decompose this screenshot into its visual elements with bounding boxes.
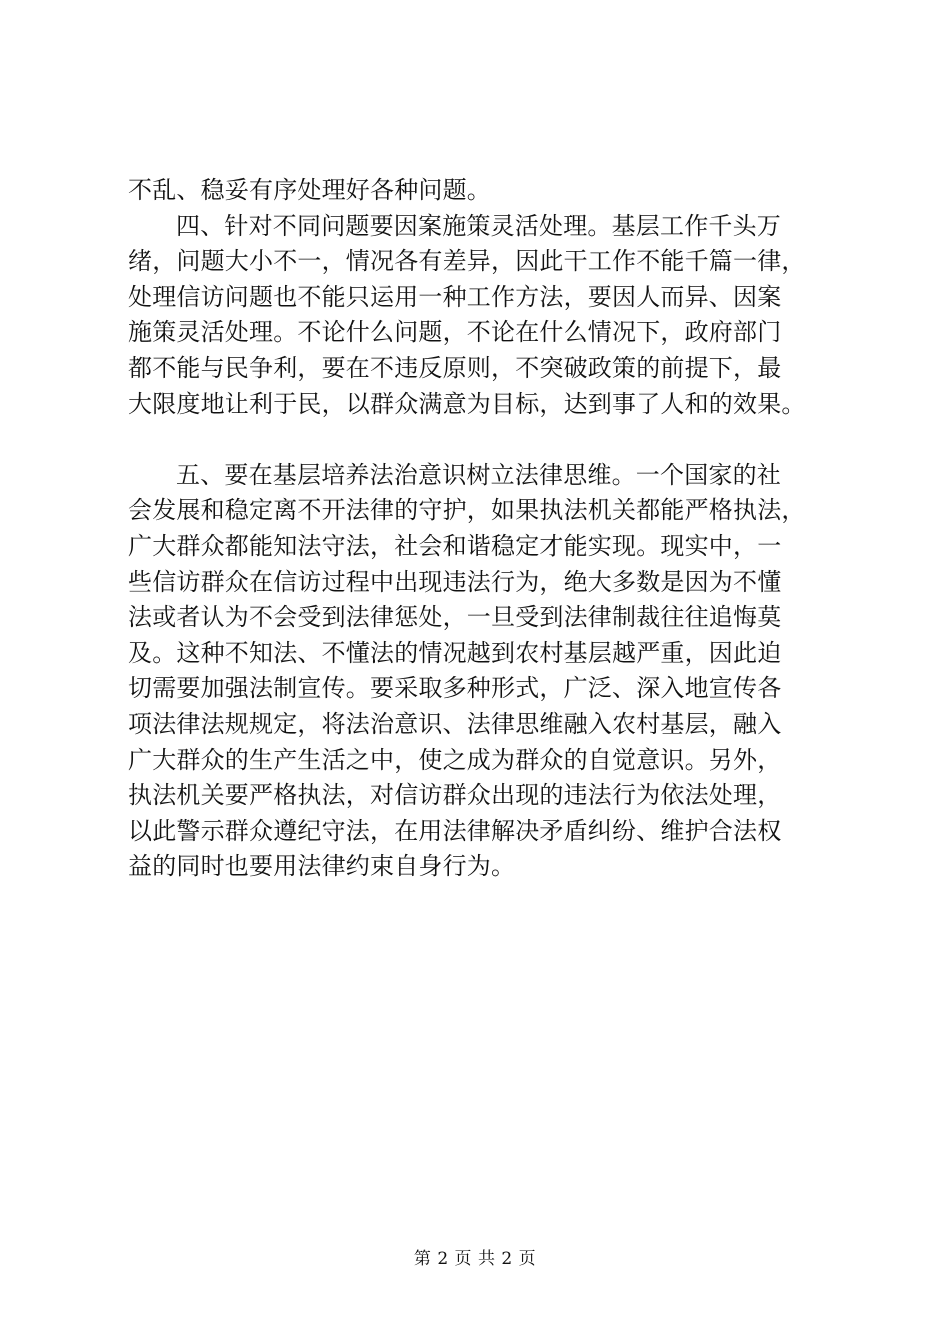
page-footer bbox=[0, 1244, 950, 1269]
paragraph-3-line-4: 些信访群众在信访过程中出现违法行为，绝大多数是因为不懂 bbox=[128, 567, 782, 596]
paragraph-2-line-1: 四、针对不同问题要因案施策灵活处理。基层工作千头万 bbox=[176, 211, 781, 240]
paragraph-2-line-5: 都不能与民争利，要在不违反原则，不突破政策的前提下，最 bbox=[128, 353, 782, 382]
paragraph-3-line-5: 法或者认为不会受到法律惩处，一旦受到法律制裁往往追悔莫 bbox=[128, 603, 782, 632]
page-number-label: 第 2 页 共 2 页 bbox=[413, 1249, 537, 1269]
paragraph-3-line-2: 会发展和稳定离不开法律的守护，如果执法机关都能严格执法， bbox=[128, 496, 806, 525]
document-body bbox=[128, 173, 848, 885]
paragraph-3-line-11: 以此警示群众遵纪守法，在用法律解决矛盾纠纷、维护合法权 bbox=[128, 816, 782, 845]
paragraph-3-line-3: 广大群众都能知法守法，社会和谐稳定才能实现。现实中，一 bbox=[128, 531, 782, 560]
paragraph-3-line-6: 及。这种不知法、不懂法的情况越到农村基层越严重，因此迫 bbox=[128, 638, 782, 667]
paragraph-spacer bbox=[128, 422, 848, 458]
paragraph-1-line-1: 不乱、稳妥有序处理好各种问题。 bbox=[128, 176, 491, 204]
paragraph-3-line-12: 益的同时也要用法律约束自身行为。 bbox=[128, 852, 516, 881]
paragraph-3-line-9: 广大群众的生产生活之中，使之成为群众的自觉意识。另外， bbox=[128, 745, 782, 774]
paragraph-2-line-3: 处理信访问题也不能只运用一种工作方法，要因人而异、因案 bbox=[128, 282, 782, 311]
paragraph-3-line-10: 执法机关要严格执法，对信访群众出现的违法行为依法处理， bbox=[128, 781, 782, 810]
paragraph-2-line-2: 绪，问题大小不一，情况各有差异，因此干工作不能千篇一律， bbox=[128, 247, 806, 276]
paragraph-2-line-6: 大限度地让利于民，以群众满意为目标，达到事了人和的效果。 bbox=[128, 389, 806, 418]
paragraph-3-line-7: 切需要加强法制宣传。要采取多种形式，广泛、深入地宣传各 bbox=[128, 674, 782, 703]
paragraph-2-line-4: 施策灵活处理。不论什么问题，不论在什么情况下，政府部门 bbox=[128, 318, 782, 347]
paragraph-3-line-1: 五、要在基层培养法治意识树立法律思维。一个国家的社 bbox=[176, 460, 781, 489]
paragraph-3-line-8: 项法律法规规定，将法治意识、法律思维融入农村基层，融入 bbox=[128, 709, 782, 738]
